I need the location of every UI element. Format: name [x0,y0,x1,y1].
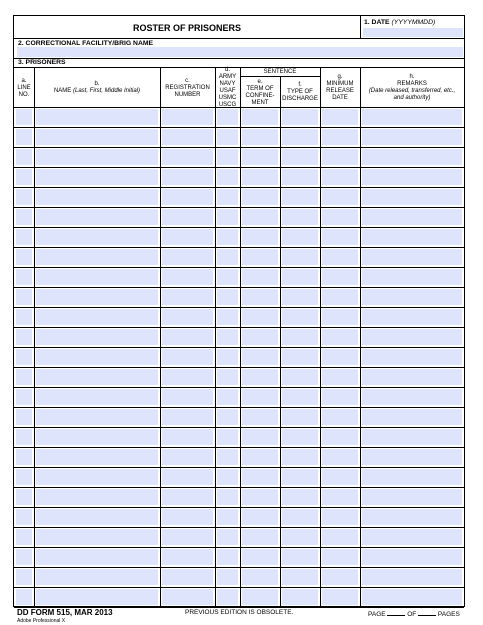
column-title: DISCHARGE [282,96,318,102]
row-3-field-h[interactable] [362,149,462,165]
name-hint: (Last, First, Middle Initial) [72,88,141,94]
row-5-field-d[interactable] [217,189,238,205]
row-17-field-b[interactable] [36,429,158,445]
row-divider [14,527,464,528]
column-header-d [215,69,240,107]
row-1-field-d[interactable] [217,109,238,125]
row-24-field-b[interactable] [36,569,158,585]
row-12-field-a[interactable] [16,329,32,345]
row-18-field-d[interactable] [217,449,238,465]
row-divider [14,207,464,208]
row-4-field-d[interactable] [217,169,238,185]
row-3-field-c[interactable] [162,149,213,165]
software-note: Adobe Professional X [17,618,66,624]
row-10-field-h[interactable] [362,289,462,305]
obsolete-notice: PREVIOUS EDITION IS OBSOLETE. [185,609,294,616]
row-18-field-a[interactable] [16,449,32,465]
row-divider [14,547,464,548]
column-title: REMARKS [397,81,427,87]
row-4-field-b[interactable] [36,169,158,185]
row-2-field-h[interactable] [362,129,462,145]
column-header-h [360,69,464,107]
row-8-field-e[interactable] [242,249,278,265]
row-5-field-e[interactable] [242,189,278,205]
row-15-field-f[interactable] [282,389,318,405]
facility-field[interactable] [17,47,463,57]
row-7-field-e[interactable] [242,229,278,245]
row-divider [14,567,464,568]
row-10-field-e[interactable] [242,289,278,305]
row-2-field-b[interactable] [36,129,158,145]
row-25-field-g[interactable] [322,589,358,605]
row-10-field-b[interactable] [36,289,158,305]
row-16-field-b[interactable] [36,409,158,425]
row-17-field-f[interactable] [282,429,318,445]
row-divider [14,427,464,428]
row-5-field-g[interactable] [322,189,358,205]
row-18-field-e[interactable] [242,449,278,465]
row-8-field-g[interactable] [322,249,358,265]
row-22-field-h[interactable] [362,529,462,545]
row-5-field-a[interactable] [16,189,32,205]
row-24-field-e[interactable] [242,569,278,585]
row-15-field-c[interactable] [162,389,213,405]
row-24-field-h[interactable] [362,569,462,585]
row-24-field-f[interactable] [282,569,318,585]
row-divider [14,467,464,468]
row-11-field-h[interactable] [362,309,462,325]
row-6-field-h[interactable] [362,209,462,225]
row-17-field-c[interactable] [162,429,213,445]
row-17-field-e[interactable] [242,429,278,445]
row-17-field-a[interactable] [16,429,32,445]
row-19-field-c[interactable] [162,469,213,485]
row-10-field-c[interactable] [162,289,213,305]
row-16-field-c[interactable] [162,409,213,425]
row-3-field-b[interactable] [36,149,158,165]
row-3-field-g[interactable] [322,149,358,165]
row-22-field-g[interactable] [322,529,358,545]
row-9-field-b[interactable] [36,269,158,285]
row-8-field-b[interactable] [36,249,158,265]
row-23-field-b[interactable] [36,549,158,565]
row-13-field-e[interactable] [242,349,278,365]
row-13-field-g[interactable] [322,349,358,365]
row-8-field-f[interactable] [282,249,318,265]
row-22-field-b[interactable] [36,529,158,545]
row-19-field-h[interactable] [362,469,462,485]
row-7-field-g[interactable] [322,229,358,245]
row-12-field-d[interactable] [217,329,238,345]
row-14-field-f[interactable] [282,369,318,385]
row-19-field-a[interactable] [16,469,32,485]
row-14-field-e[interactable] [242,369,278,385]
row-divider [14,347,464,348]
column-header-a [14,69,34,107]
row-1-field-h[interactable] [362,109,462,125]
row-8-field-a[interactable] [16,249,32,265]
column-title: NAVY [219,81,236,87]
row-divider [14,407,464,408]
row-1-field-f[interactable] [282,109,318,125]
row-19-field-g[interactable] [322,469,358,485]
row-divider [14,307,464,308]
row-11-field-e[interactable] [242,309,278,325]
row-9-field-f[interactable] [282,269,318,285]
row-23-field-c[interactable] [162,549,213,565]
column-header-b [34,69,160,107]
row-14-field-d[interactable] [217,369,238,385]
row-10-field-g[interactable] [322,289,358,305]
row-20-field-b[interactable] [36,489,158,505]
row-25-field-c[interactable] [162,589,213,605]
column-title: USMC [218,95,237,101]
row-divider [14,507,464,508]
row-6-field-g[interactable] [322,209,358,225]
row-2-field-a[interactable] [16,129,32,145]
row-25-field-b[interactable] [36,589,158,605]
column-divider [34,67,35,607]
row-4-field-e[interactable] [242,169,278,185]
row-19-field-f[interactable] [282,469,318,485]
row-4-field-c[interactable] [162,169,213,185]
row-divider [14,247,464,248]
column-header-f [280,78,320,107]
row-13-field-c[interactable] [162,349,213,365]
row-24-field-c[interactable] [162,569,213,585]
page-counter: PAGE OF PAGES [368,611,460,618]
page-number-field[interactable] [387,609,405,616]
name-label: NAME [53,88,73,94]
row-20-field-a[interactable] [16,489,32,505]
row-divider [14,447,464,448]
column-title: USAF [219,88,236,94]
date-label: 1. DATE (YYYYMMDD) [364,19,436,26]
row-divider [14,127,464,128]
row-21-field-c[interactable] [162,509,213,525]
row-9-field-c[interactable] [162,269,213,285]
row-1-field-g[interactable] [322,109,358,125]
row-19-field-d[interactable] [217,469,238,485]
row-16-field-h[interactable] [362,409,462,425]
column-letter: b. [94,81,100,87]
row-6-field-e[interactable] [242,209,278,225]
row-2-field-g[interactable] [322,129,358,145]
prisoners-label: 3. PRISONERS [18,59,66,66]
row-1-field-b[interactable] [36,109,158,125]
column-title: USCG [218,102,237,108]
row-13-field-b[interactable] [36,349,158,365]
row-20-field-c[interactable] [162,489,213,505]
column-title: MINIMUM [326,81,354,87]
row-25-field-f[interactable] [282,589,318,605]
row-19-field-e[interactable] [242,469,278,485]
column-title: MENT [251,99,269,106]
row-11-field-f[interactable] [282,309,318,325]
column-divider [360,67,361,607]
row-11-field-c[interactable] [162,309,213,325]
row-7-field-a[interactable] [16,229,32,245]
row-9-field-g[interactable] [322,269,358,285]
column-letter: h. [409,74,415,80]
row-19-field-b[interactable] [36,469,158,485]
column-title: NO. [18,91,30,98]
column-title: CONFINE- [245,92,275,99]
column-title: DATE [332,95,348,101]
row-15-field-h[interactable] [362,389,462,405]
row-4-field-h[interactable] [362,169,462,185]
row-2-field-e[interactable] [242,129,278,145]
row-15-field-g[interactable] [322,389,358,405]
row-divider [14,167,464,168]
row-14-field-c[interactable] [162,369,213,385]
row-4-field-a[interactable] [16,169,32,185]
row-9-field-d[interactable] [217,269,238,285]
row-21-field-a[interactable] [16,509,32,525]
column-divider [160,67,161,607]
row-12-field-c[interactable] [162,329,213,345]
row-divider [14,367,464,368]
row-1-field-a[interactable] [16,109,32,125]
row-21-field-b[interactable] [36,509,158,525]
column-header-g [320,69,360,107]
row-14-field-g[interactable] [322,369,358,385]
row-20-field-d[interactable] [217,489,238,505]
row-4-field-f[interactable] [282,169,318,185]
row-23-field-g[interactable] [322,549,358,565]
row-5-field-c[interactable] [162,189,213,205]
row-15-field-b[interactable] [36,389,158,405]
row-8-field-d[interactable] [217,249,238,265]
row-13-field-d[interactable] [217,349,238,365]
form-title: ROSTER OF PRISONERS [132,23,241,33]
row-1-field-c[interactable] [162,109,213,125]
row-16-field-d[interactable] [217,409,238,425]
column-title: TERM OF [246,85,274,92]
row-5-field-h[interactable] [362,189,462,205]
column-header-e [240,78,280,107]
column-letter: d. [224,67,230,73]
row-20-field-f[interactable] [282,489,318,505]
row-divider [14,147,464,148]
row-23-field-f[interactable] [282,549,318,565]
row-9-field-a[interactable] [16,269,32,285]
row-18-field-c[interactable] [162,449,213,465]
row-6-field-c[interactable] [162,209,213,225]
row-11-field-a[interactable] [16,309,32,325]
row-10-field-f[interactable] [282,289,318,305]
row-10-field-a[interactable] [16,289,32,305]
facility-label: 2. CORRECTIONAL FACILITY/BRIG NAME [18,40,154,47]
row-15-field-e[interactable] [242,389,278,405]
row-9-field-h[interactable] [362,269,462,285]
row-2-field-d[interactable] [217,129,238,145]
row-divider [14,387,464,388]
row-18-field-b[interactable] [36,449,158,465]
row-3-field-a[interactable] [16,149,32,165]
column-title: RELEASE [326,88,354,94]
row-7-field-d[interactable] [217,229,238,245]
row-14-field-h[interactable] [362,369,462,385]
column-divider [320,67,321,607]
row-16-field-g[interactable] [322,409,358,425]
row-6-field-f[interactable] [282,209,318,225]
row-5-field-b[interactable] [36,189,158,205]
row-22-field-d[interactable] [217,529,238,545]
column-title: LINE [17,84,31,91]
row-25-field-a[interactable] [16,589,32,605]
column-letter: g. [337,74,343,80]
row-21-field-h[interactable] [362,509,462,525]
row-2-field-f[interactable] [282,129,318,145]
row-6-field-a[interactable] [16,209,32,225]
row-21-field-g[interactable] [322,509,358,525]
row-14-field-a[interactable] [16,369,32,385]
column-divider [240,67,241,607]
row-22-field-f[interactable] [282,529,318,545]
row-18-field-h[interactable] [362,449,462,465]
row-20-field-h[interactable] [362,489,462,505]
row-divider [14,187,464,188]
column-letter: a. [21,77,27,84]
page-total-field[interactable] [418,609,436,616]
column-title: TYPE OF [287,89,313,95]
row-divider [14,287,464,288]
row-12-field-h[interactable] [362,329,462,345]
row-21-field-d[interactable] [217,509,238,525]
row-12-field-g[interactable] [322,329,358,345]
row-16-field-a[interactable] [16,409,32,425]
row-divider [14,487,464,488]
row-17-field-g[interactable] [322,429,358,445]
row-23-field-d[interactable] [217,549,238,565]
row-18-field-f[interactable] [282,449,318,465]
row-12-field-f[interactable] [282,329,318,345]
row-15-field-a[interactable] [16,389,32,405]
row-divider [14,227,464,228]
column-title [54,88,140,95]
row-23-field-a[interactable] [16,549,32,565]
row-10-field-d[interactable] [217,289,238,305]
row-3-field-e[interactable] [242,149,278,165]
row-25-field-d[interactable] [217,589,238,605]
row-6-field-d[interactable] [217,209,238,225]
row-25-field-e[interactable] [242,589,278,605]
row-divider [14,267,464,268]
row-7-field-f[interactable] [282,229,318,245]
row-7-field-h[interactable] [362,229,462,245]
row-24-field-a[interactable] [16,569,32,585]
row-8-field-c[interactable] [162,249,213,265]
remarks-hint: and authority) [393,95,431,101]
column-title: ARMY [218,74,237,80]
row-25-field-h[interactable] [362,589,462,605]
column-letter: c. [185,77,190,84]
row-3-field-f[interactable] [282,149,318,165]
row-7-field-b[interactable] [36,229,158,245]
column-divider [215,67,216,607]
row-22-field-a[interactable] [16,529,32,545]
column-title: REGISTRATION [165,84,210,91]
column-letter: e. [257,78,263,85]
row-5-field-f[interactable] [282,189,318,205]
row-23-field-e[interactable] [242,549,278,565]
row-12-field-e[interactable] [242,329,278,345]
row-24-field-g[interactable] [322,569,358,585]
row-13-field-h[interactable] [362,349,462,365]
row-20-field-g[interactable] [322,489,358,505]
row-9-field-e[interactable] [242,269,278,285]
row-17-field-d[interactable] [217,429,238,445]
row-16-field-e[interactable] [242,409,278,425]
row-13-field-a[interactable] [16,349,32,365]
column-letter: f. [298,82,302,88]
row-20-field-e[interactable] [242,489,278,505]
row-1-field-e[interactable] [242,109,278,125]
row-24-field-d[interactable] [217,569,238,585]
row-12-field-b[interactable] [36,329,158,345]
date-field[interactable] [363,28,463,37]
row-13-field-f[interactable] [282,349,318,365]
roster-form [13,15,465,607]
row-23-field-h[interactable] [362,549,462,565]
row-11-field-g[interactable] [322,309,358,325]
remarks-hint: (Date released, transferred, etc., [368,88,456,94]
row-4-field-g[interactable] [322,169,358,185]
row-14-field-b[interactable] [36,369,158,385]
row-22-field-e[interactable] [242,529,278,545]
row-22-field-c[interactable] [162,529,213,545]
row-21-field-f[interactable] [282,509,318,525]
row-18-field-g[interactable] [322,449,358,465]
row-6-field-b[interactable] [36,209,158,225]
row-16-field-f[interactable] [282,409,318,425]
form-id: DD FORM 515, MAR 2013 [17,608,113,617]
row-17-field-h[interactable] [362,429,462,445]
row-8-field-h[interactable] [362,249,462,265]
row-3-field-d[interactable] [217,149,238,165]
row-15-field-d[interactable] [217,389,238,405]
row-11-field-d[interactable] [217,309,238,325]
column-title: NUMBER [174,91,201,98]
sentence-group-label: SENTENCE [263,69,297,75]
row-divider [14,327,464,328]
row-21-field-e[interactable] [242,509,278,525]
column-header-c [160,69,215,107]
row-divider [14,587,464,588]
row-7-field-c[interactable] [162,229,213,245]
row-2-field-c[interactable] [162,129,213,145]
row-11-field-b[interactable] [36,309,158,325]
